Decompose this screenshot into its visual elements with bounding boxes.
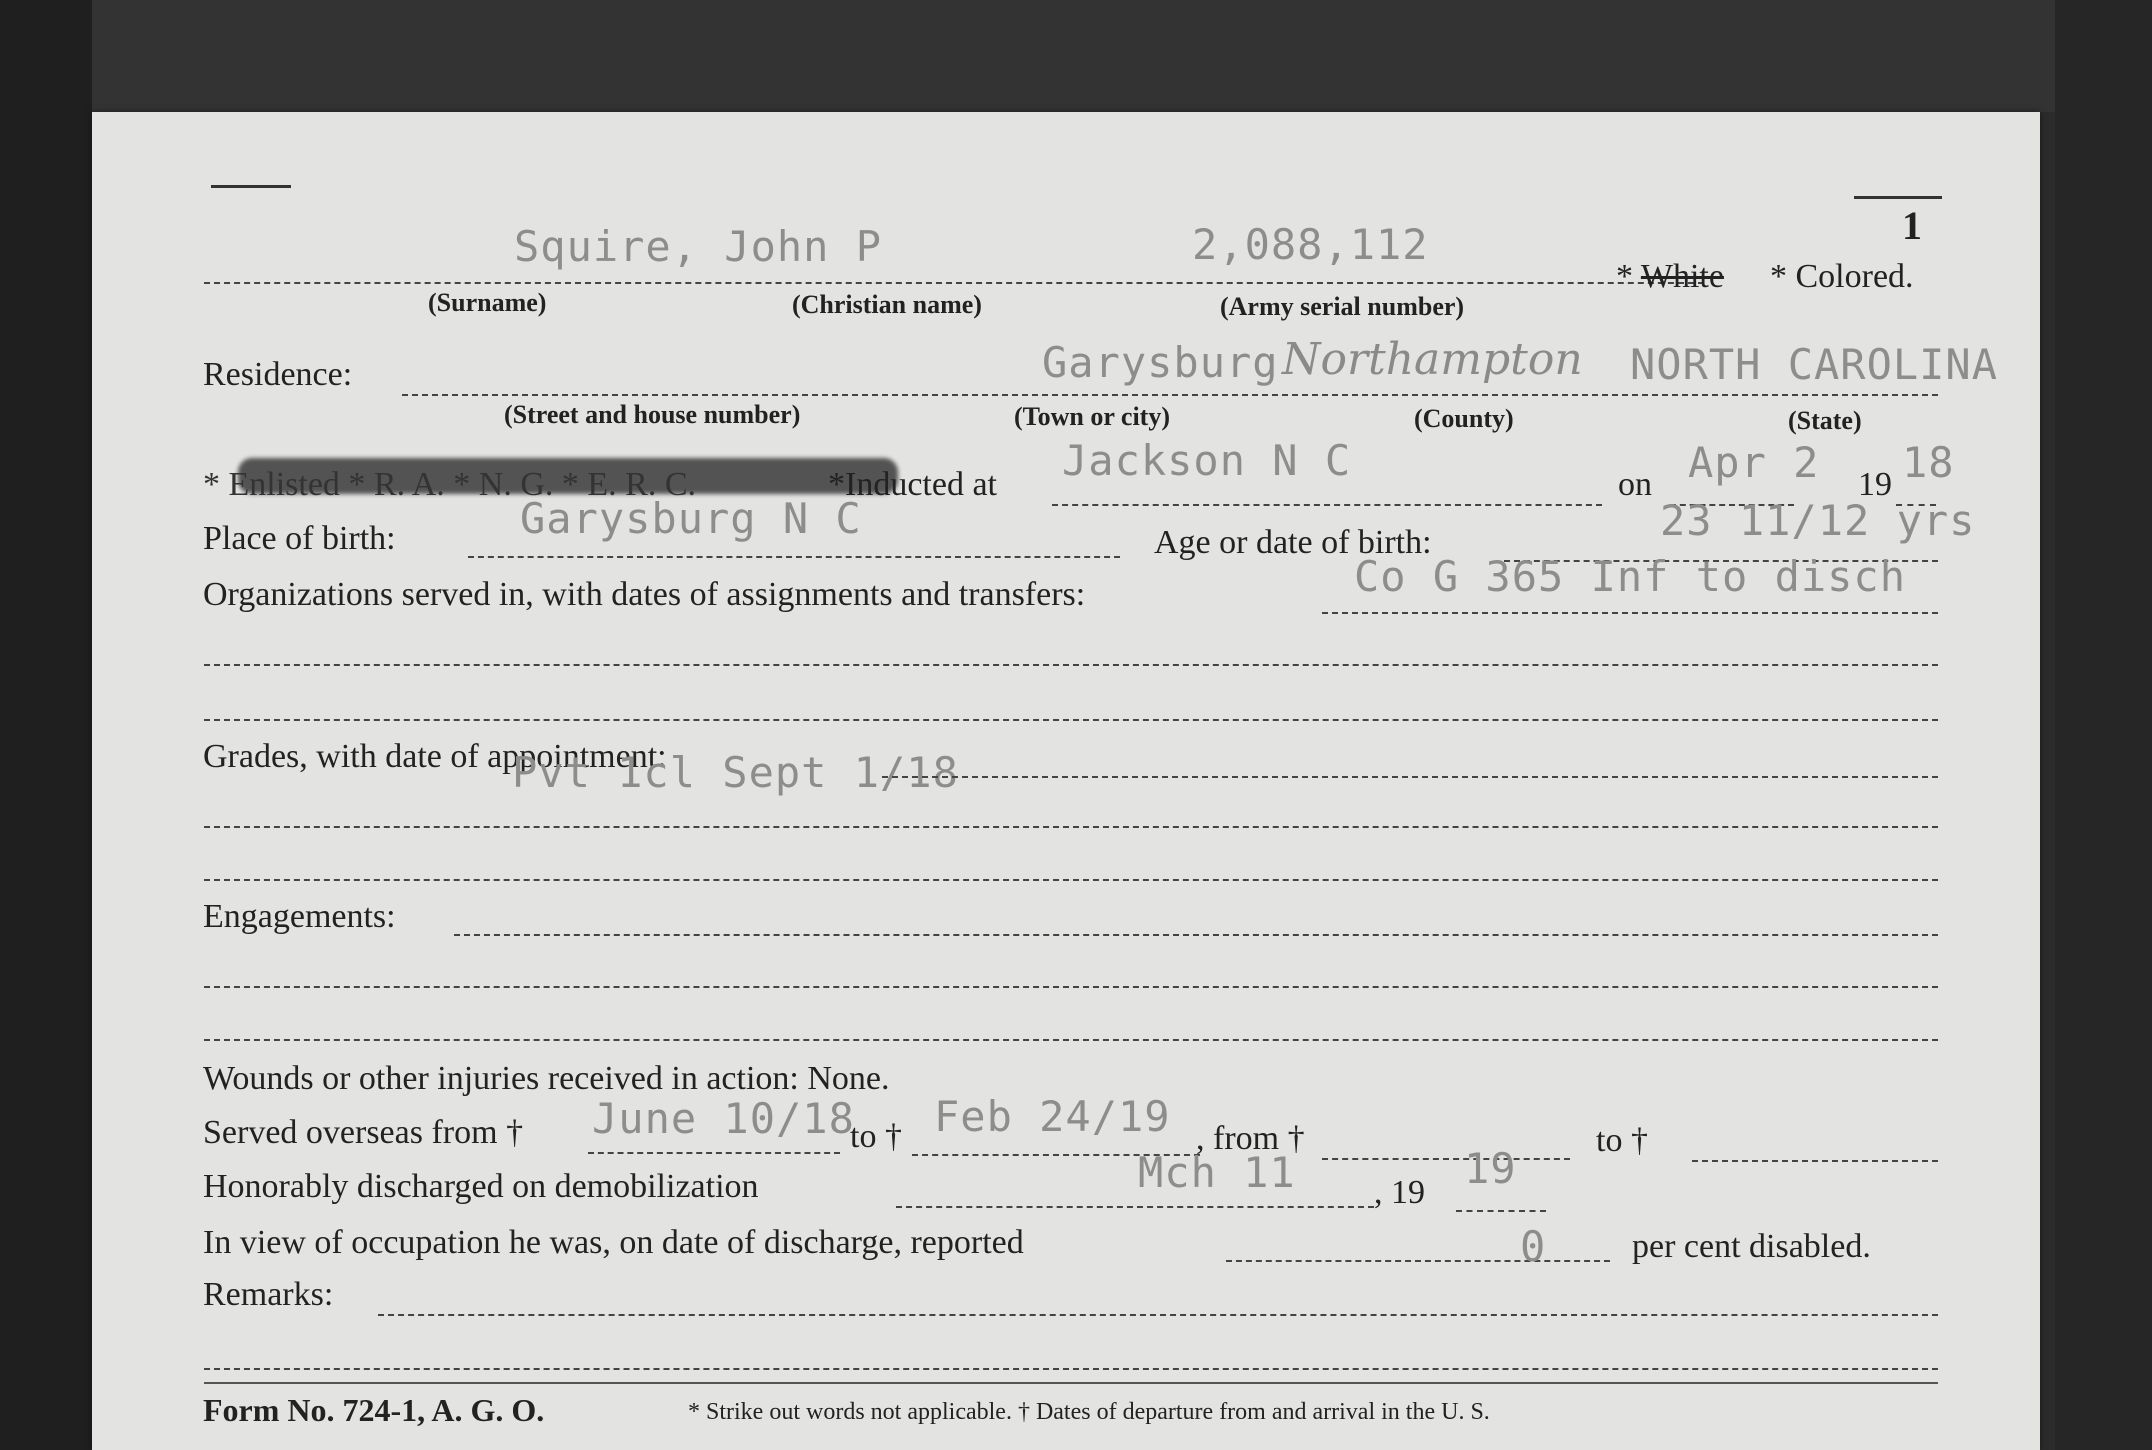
overseas-to2-line (1692, 1160, 1938, 1162)
inducted-on-label: on (1618, 466, 1652, 503)
inducted-place-line (1052, 504, 1602, 506)
surname-label: (Surname) (428, 288, 547, 317)
christian-name-label: (Christian name) (792, 290, 982, 319)
top-right-rule (1854, 196, 1942, 199)
remarks-label: Remarks: (203, 1276, 334, 1313)
engagements-line-3 (204, 1039, 1938, 1041)
overseas-from-line (588, 1152, 840, 1154)
state-label: (State) (1788, 406, 1862, 435)
town-label: (Town or city) (1014, 402, 1170, 431)
remarks-line-1 (378, 1314, 1938, 1316)
footer-rule (204, 1382, 1938, 1384)
background-top (92, 0, 2055, 112)
race-white-star: * White (1616, 258, 1724, 295)
race-white: White (1640, 258, 1724, 295)
card-number: 1 (1902, 203, 1922, 248)
place-of-birth-line (468, 556, 1120, 558)
overseas-label: Served overseas from † (203, 1114, 524, 1151)
top-left-rule (211, 185, 291, 188)
grades-label: Grades, with date of appointment: (203, 738, 667, 775)
age-label: Age or date of birth: (1154, 524, 1432, 561)
residence-label: Residence: (203, 356, 353, 393)
engagements-line-2 (204, 986, 1938, 988)
disability-suffix: per cent disabled. (1632, 1228, 1871, 1265)
inducted-year-value: 18 (1902, 438, 1955, 487)
residence-town-value: Garysburg (1042, 338, 1279, 387)
inducted-date-value: Apr 2 (1688, 438, 1820, 487)
background-left (0, 0, 92, 1450)
wounds-label: Wounds or other injuries received in action: None. (203, 1060, 890, 1097)
organizations-value: Co G 365 Inf to disch (1354, 552, 1907, 601)
residence-state-value: NORTH CAROLINA (1630, 340, 1999, 389)
discharge-year-line (1456, 1210, 1546, 1212)
age-value: 23 11/12 yrs (1660, 496, 1976, 545)
overseas-to-label: to † (850, 1118, 902, 1155)
inducted-place-value: Jackson N C (1062, 436, 1352, 485)
grades-line-2 (204, 826, 1938, 828)
name-line (204, 282, 1704, 284)
race-colored: * Colored. (1770, 258, 1914, 295)
footer-note: * Strike out words not applicable. † Dates of departure from and arrival in the U. S. (688, 1399, 1490, 1425)
enlistment-options-struck: * Enlisted * R. A. * N. G. * E. R. C. (203, 466, 697, 503)
overseas-from2-line (1322, 1158, 1570, 1160)
engagements-line-1 (454, 934, 1938, 936)
discharge-date-value: Mch 11 (1138, 1148, 1296, 1197)
place-of-birth-label: Place of birth: (203, 520, 396, 557)
overseas-from-value: June 10/18 (592, 1094, 855, 1143)
engagements-label: Engagements: (203, 898, 396, 935)
service-record-card (92, 112, 2040, 1450)
place-of-birth-value: Garysburg N C (520, 494, 862, 543)
inducted-year-prefix: 19 (1858, 466, 1892, 503)
overseas-to2-label: to † (1596, 1122, 1648, 1159)
organizations-label: Organizations served in, with dates of assignments and transfers: (203, 576, 1086, 613)
background-right (2055, 0, 2152, 1450)
full-name-value: Squire, John P (514, 222, 883, 271)
remarks-line-2 (204, 1368, 1938, 1370)
serial-number-label: (Army serial number) (1220, 292, 1465, 321)
organizations-line-1 (1322, 612, 1938, 614)
disability-line (1226, 1260, 1610, 1262)
grades-line-3 (204, 879, 1938, 881)
discharge-label: Honorably discharged on demobilization (203, 1168, 759, 1205)
grades-line-1 (882, 776, 1938, 778)
discharge-date-line (896, 1206, 1374, 1208)
organizations-line-2 (204, 664, 1938, 666)
discharge-year-prefix: , 19 (1374, 1174, 1425, 1211)
inducted-at-label: *Inducted at (828, 466, 997, 503)
residence-county-value: Northampton (1282, 334, 1583, 385)
organizations-line-3 (204, 719, 1938, 721)
grades-value: Pvt 1cl Sept 1/18 (512, 748, 959, 797)
disability-value: 0 (1520, 1222, 1547, 1271)
overseas-from2-label: , from † (1196, 1120, 1305, 1157)
street-label: (Street and house number) (504, 400, 801, 429)
residence-line (402, 394, 1938, 396)
discharge-year-value: 19 (1464, 1144, 1517, 1193)
county-label: (County) (1414, 404, 1514, 433)
form-number: Form No. 724-1, A. G. O. (203, 1392, 545, 1428)
serial-number-value: 2,088,112 (1192, 220, 1429, 269)
disability-label: In view of occupation he was, on date of discharge, reported (203, 1224, 1024, 1261)
overseas-to-value: Feb 24/19 (934, 1092, 1171, 1141)
